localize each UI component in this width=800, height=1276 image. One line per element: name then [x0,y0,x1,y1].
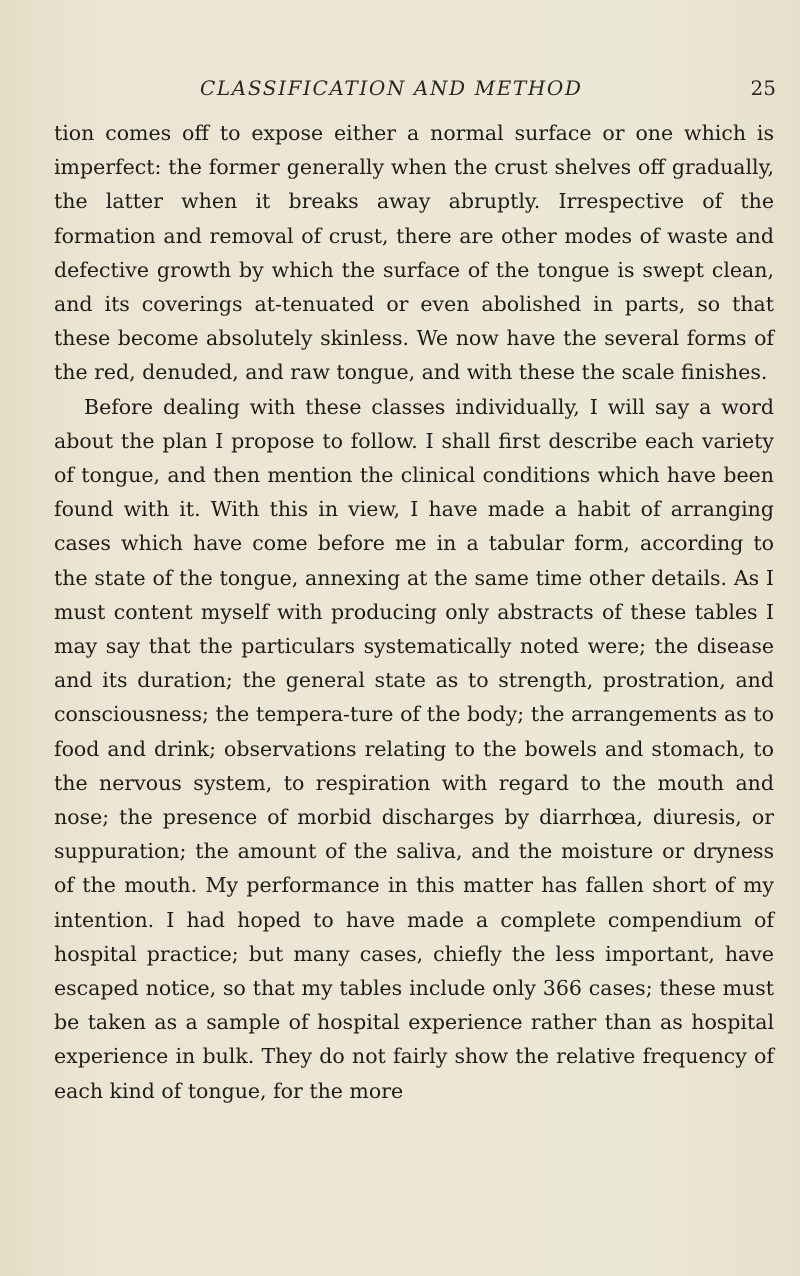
body-text [54,116,774,1108]
paragraph-continued: tion comes off to expose either a normal surface or one which is imperfect: the former generally when the crust shelves off gradually, the latter when it breaks away abruptly. Irrespective of the formation and removal of crust, there are other modes of waste and defective growth by which the surface of the tongue is swept clean, and its coverings at-tenuated or even abolished in parts, so that these become absolutely skinless. We now have the several forms of the red, denuded, and raw tongue, and with these the scale finishes. [54,121,774,385]
page-header [112,72,776,106]
page-number: 25 [750,76,776,100]
running-head: CLASSIFICATION AND METHOD [200,76,583,100]
paragraph: Before dealing with these classes individually, I will say a word about the plan I propose to follow. I shall first describe each variety of tongue, and then mention the clinical conditions which have been found with it. With this in view, I have made a habit of arranging cases which have come before me in a tabular form, according to the state of the tongue, annexing at the same time other details. As I must content myself with producing only abstracts of these tables I may say that the particulars systematically noted were; the disease and its duration; the general state as to strength, prostration, and consciousness; the tempera-ture of the body; the arrangements as to food and drink; observations relating to the bowels and stomach, to the nervous system, to respiration with regard to the mouth and nose; the presence of morbid discharges by diarrhœa, diuresis, or suppuration; the amount of the saliva, and the moisture or dryness of the mouth. My performance in this matter has fallen short of my intention. I had hoped to have made a complete compendium of hospital practice; but many cases, chiefly the less important, have escaped notice, so that my tables include only 366 cases; these must be taken as a sample of hospital experience rather than as hospital experience in bulk. They do not fairly show the relative frequency of each kind of tongue, for the more [54,394,774,1103]
